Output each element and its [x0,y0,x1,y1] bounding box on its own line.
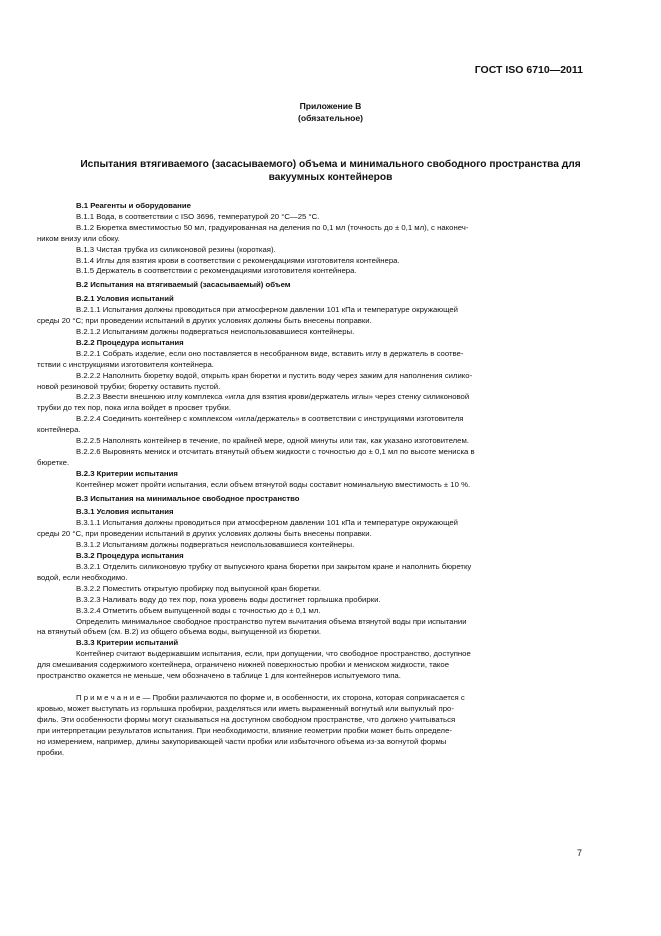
subsection-heading: B.3.1 Условия испытания [76,507,174,517]
paragraph-line: B.3.2.2 Поместить открытую пробирку под выпускной кран бюретки. [76,583,322,593]
section-heading: B.2 Испытания на втягиваемый (засасываемый) объем [76,280,291,290]
paragraph-line: B.3.1.2 Испытаниям должны подвергаться неиспользовавшиеся контейнеры. [76,540,355,550]
paragraph-line: Контейнер может пройти испытания, если объем втянутой воды составит номинальную вместимость ± 10 %. [76,479,471,489]
paragraph-line: новой резиновой трубки; бюретку оставить пустой. [37,381,221,391]
annex-main-title: Испытания втягиваемого (засасываемого) объема и минимального свободного пространства для вакуумных контейнеров [80,159,581,183]
paragraph-line: на втянутый объем (см. B.2) из общего объема воды, выпущенной из бюретки. [37,627,322,637]
paragraph-line: B.2.1.2 Испытаниям должны подвергаться неиспользовавшиеся контейнеры. [76,326,355,336]
standard-number: ГОСТ ISO 6710—2011 [474,64,583,76]
paragraph-line: B.2.2.3 Ввести внешнюю иглу комплекса «игла для взятия крови/держатель иглы» через стенку силиконовой [76,392,470,402]
paragraph-line: B.1.5 Держатель в соответствии с рекомендациями изготовителя контейнера. [76,266,357,276]
annex-status: (обязательное) [297,113,364,123]
section-heading: B.3 Испытания на минимальное свободное пространство [76,493,300,503]
paragraph-line: водой, если необходимо. [37,572,128,582]
note-line: кровью, может выступать из горлышка пробирки, разделяться или иметь выраженный вогнутый или выпуклый про- [37,703,454,713]
note-line: пробки. [37,747,65,757]
paragraph-line: B.1.3 Чистая трубка из силиконовой резины (короткая). [76,244,276,254]
paragraph-line: B.2.2.6 Выровнять мениск и отсчитать втянутый объем жидкости с точностью до ± 0,1 мл по высоте мениска в [76,446,475,456]
paragraph-line: B.3.2.4 Отметить объем выпущенной воды с точностью до ± 0,1 мл. [76,605,321,615]
note-line: филь. Эти особенности формы могут сказываться на доступном свободном пространстве, что должно учитываться [37,714,456,724]
subsection-heading: B.2.2 Процедура испытания [76,337,184,347]
paragraph-line: Контейнер считают выдержавшим испытания, если, при допущении, что свободное пространство, доступное [76,649,471,659]
paragraph-line: трубки до тех пор, пока игла войдет в просвет трубки. [37,403,232,413]
paragraph-line: B.2.2.5 Наполнять контейнер в течение, по крайней мере, одной минуты или так, как указано изготовителем. [76,436,469,446]
note-line: но измерением, например, длины закупоривающей части пробки или избыточного объема из-за вогнутой формы [37,736,447,746]
subsection-heading: B.2.1 Условия испытаний [76,294,174,304]
paragraph-line: B.2.2.1 Собрать изделие, если оно поставляется в несобранном виде, вставить иглу в держатель в соотве- [76,348,464,358]
section-heading: B.1 Реагенты и оборудование [76,201,191,210]
page-number: 7 [576,848,582,858]
paragraph-line: Определить минимальное свободное пространство путем вычитания объема втянутой воды при испытании [76,616,467,626]
paragraph-line: бюретке. [37,457,70,467]
paragraph-line: пространство окажется не меньше, чем обозначено в таблице 1 для контейнеров испытуемого типа. [37,671,401,681]
paragraph-line: для смешивания содержимого контейнера, ограничено нижней поверхностью пробки и мениском жидкости, такое [37,660,449,670]
paragraph-line: контейнера. [37,425,81,435]
paragraph-line: B.2.2.4 Соединить контейнер с комплексом «игла/держатель» в соответствии с инструкциями изготовителя [76,414,464,424]
paragraph-line: B.3.2.1 Отделить силиконовую трубку от выпускного крана бюретки при закрытом кране и наполнить бюретку [76,562,472,571]
paragraph-line: среды 20 °С; при проведении испытаний в других условиях должны быть внесены поправки. [37,316,372,326]
paragraph-line: среды 20 °С, при проведении испытаний в других условиях должны быть внесены поправки. [37,529,372,539]
subsection-heading: B.3.2 Процедура испытания [76,551,184,561]
paragraph-line: B.3.2.3 Наливать воду до тех пор, пока уровень воды достигнет горлышка пробирки. [76,594,381,604]
paragraph-line: B.2.1.1 Испытания должны проводиться при атмосферном давлении 101 кПа и температуре окружающей [76,305,459,315]
paragraph-line: B.2.2.2 Наполнить бюретку водой, открыть кран бюретки и пустить воду через зажим для наполнения силико- [76,370,473,380]
paragraph-line: B.1.4 Иглы для взятия крови в соответствии с рекомендациями изготовителя контейнера. [76,255,400,265]
note-line: П р и м е ч а н и е — Пробки различаются по форме и, в особенности, их сторона, которая соприкасается с [76,692,465,702]
note-line: при интерпретации результатов испытания. При необходимости, влияние геометрии пробки может быть определе- [37,725,452,735]
paragraph-line: B.1.1 Вода, в соответствии с ISO 3696, температурой 20 °С—25 °С. [76,211,320,221]
subsection-heading: B.2.3 Критерии испытания [76,468,178,478]
annex-heading [0,100,661,124]
document-body [37,201,581,758]
subsection-heading: B.3.3 Критерии испытаний [76,638,179,648]
paragraph-line: ником внизу или сбоку. [37,233,120,243]
paragraph-line: тствии с инструкциями изготовителя контейнера. [37,359,214,369]
paragraph-line: B.1.2 Бюретка вместимостью 50 мл, градуированная на деления по 0,1 мл (точность до ± 0,1 мл), с наконеч- [76,222,469,232]
paragraph-line: B.3.1.1 Испытания должны проводиться при атмосферном давлении 101 кПа и температуре окружающей [76,518,459,528]
annex-title: Приложение B [299,101,362,111]
